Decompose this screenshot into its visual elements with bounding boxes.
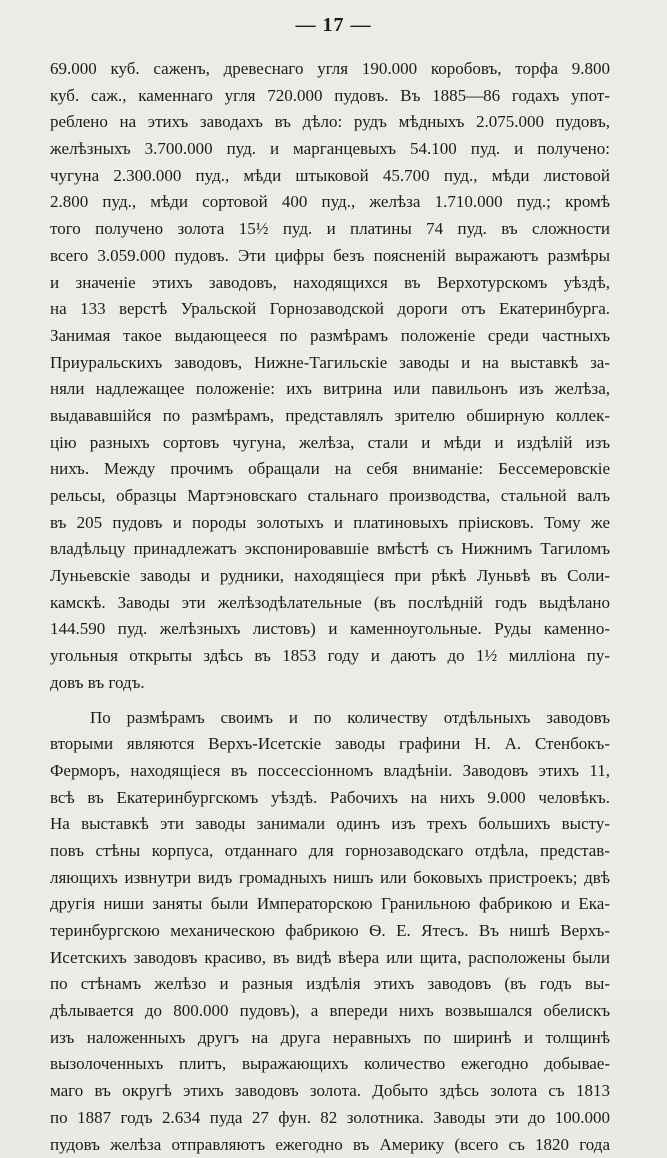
text-line: пудовъ желѣза отправляютъ ежегодно въ Америку (всего съ 1820 года [50, 1132, 610, 1158]
text-line: Исетскихъ заводовъ красиво, въ видѣ вѣера или щита, расположены были [50, 945, 610, 972]
text-line: вторыми являются Верхъ-Исетскіе заводы графини Н. А. Стенбокъ- [50, 731, 610, 758]
text-line: другія ниши заняты были Императорскою Гранильною фабрикою и Ека- [50, 891, 610, 918]
text-line: По размѣрамъ своимъ и по количеству отдѣльныхъ заводовъ [50, 705, 610, 732]
text-line: чугуна 2.300.000 пуд., мѣди штыковой 45.700 пуд., мѣди листовой [50, 163, 610, 190]
text-line: реблено на этихъ заводахъ въ дѣло: рудъ мѣдныхъ 2.075.000 пудовъ, [50, 109, 610, 136]
text-line: повъ стѣны корпуса, отданнаго для горнозаводскаго отдѣла, представ- [50, 838, 610, 865]
text-body [50, 56, 610, 1158]
text-line: 2.800 пуд., мѣди сортовой 400 пуд., желѣза 1.710.000 пуд.; кромѣ [50, 189, 610, 216]
text-line: въ 205 пудовъ и породы золотыхъ и платиновыхъ пріисковъ. Тому же [50, 510, 610, 537]
text-line: по стѣнамъ желѣзо и разныя издѣлія этихъ заводовъ (въ годъ вы- [50, 971, 610, 998]
text-line: На выставкѣ эти заводы занимали одинъ изъ трехъ большихъ высту- [50, 811, 610, 838]
text-line: всего 3.059.000 пудовъ. Эти цифры безъ поясненій выражаютъ размѣры [50, 243, 610, 270]
text-line: желѣзныхъ 3.700.000 пуд. и марганцевыхъ 54.100 пуд. и получено: [50, 136, 610, 163]
text-line: Занимая такое выдающееся по размѣрамъ положеніе среди частныхъ [50, 323, 610, 350]
text-line: выдававшійся по размѣрамъ, представлялъ зрителю обширную коллек- [50, 403, 610, 430]
page-number: — 17 — [0, 14, 667, 37]
text-line: дѣлывается до 800.000 пудовъ), а впереди нихъ возвышался обелискъ [50, 998, 610, 1025]
text-line: няли надлежащее положеніе: ихъ витрина или павильонъ изъ желѣза, [50, 376, 610, 403]
text-line: вызолоченныхъ плитъ, выражающихъ количество ежегодно добывае- [50, 1051, 610, 1078]
text-line: Приуральскихъ заводовъ, Нижне-Тагильскіе заводы и на выставкѣ за- [50, 350, 610, 377]
text-line: камскѣ. Заводы эти желѣзодѣлательные (въ послѣдній годъ выдѣлано [50, 590, 610, 617]
paragraph-gap [50, 697, 610, 705]
text-line: всѣ въ Екатеринбургскомъ уѣздѣ. Рабочихъ на нихъ 9.000 человѣкъ. [50, 785, 610, 812]
text-line: Луньевскіе заводы и рудники, находящіеся при рѣкѣ Луньвѣ въ Соли- [50, 563, 610, 590]
paragraph [50, 705, 610, 1158]
text-line: довъ въ годъ. [50, 670, 610, 697]
text-line: цію разныхъ сортовъ чугуна, желѣза, стали и мѣди и издѣлій изъ [50, 430, 610, 457]
text-line: теринбургскою механическою фабрикою Ѳ. Е. Ятесъ. Въ нишѣ Верхъ- [50, 918, 610, 945]
text-line: куб. саж., каменнаго угля 720.000 пудовъ. Въ 1885—86 годахъ упот- [50, 83, 610, 110]
text-line: угольныя открыты здѣсь въ 1853 году и даютъ до 1½ милліона пу- [50, 643, 610, 670]
text-line: на 133 верстѣ Уральской Горнозаводской дороги отъ Екатеринбурга. [50, 296, 610, 323]
text-line: маго въ округѣ этихъ заводовъ золота. Добыто здѣсь золота съ 1813 [50, 1078, 610, 1105]
text-line: 69.000 куб. саженъ, древеснаго угля 190.000 коробовъ, торфа 9.800 [50, 56, 610, 83]
text-line: Ферморъ, находящіеся въ поссессіонномъ владѣніи. Заводовъ этихъ 11, [50, 758, 610, 785]
text-line: нихъ. Между прочимъ обращали на себя вниманіе: Бессемеровскіе [50, 456, 610, 483]
text-line: рельсы, образцы Мартэновскаго стальнаго производства, стальной валъ [50, 483, 610, 510]
text-line: по 1887 годъ 2.634 пуда 27 фун. 82 золотника. Заводы эти до 100.000 [50, 1105, 610, 1132]
text-line: 144.590 пуд. желѣзныхъ листовъ) и каменноугольные. Руды каменно- [50, 616, 610, 643]
text-line: изъ наложенныхъ другъ на друга неравныхъ по ширинѣ и толщинѣ [50, 1025, 610, 1052]
text-line: ляющихъ извнутри видъ громадныхъ нишъ или боковыхъ пристроекъ; двѣ [50, 865, 610, 892]
paragraph [50, 56, 610, 697]
text-line: владѣльцу принадлежатъ экспонировавшіе вмѣстѣ съ Нижнимъ Тагиломъ [50, 536, 610, 563]
text-line: того получено золота 15½ пуд. и платины 74 пуд. въ сложности [50, 216, 610, 243]
text-line: и значеніе этихъ заводовъ, находящихся въ Верхотурскомъ уѣздѣ, [50, 270, 610, 297]
